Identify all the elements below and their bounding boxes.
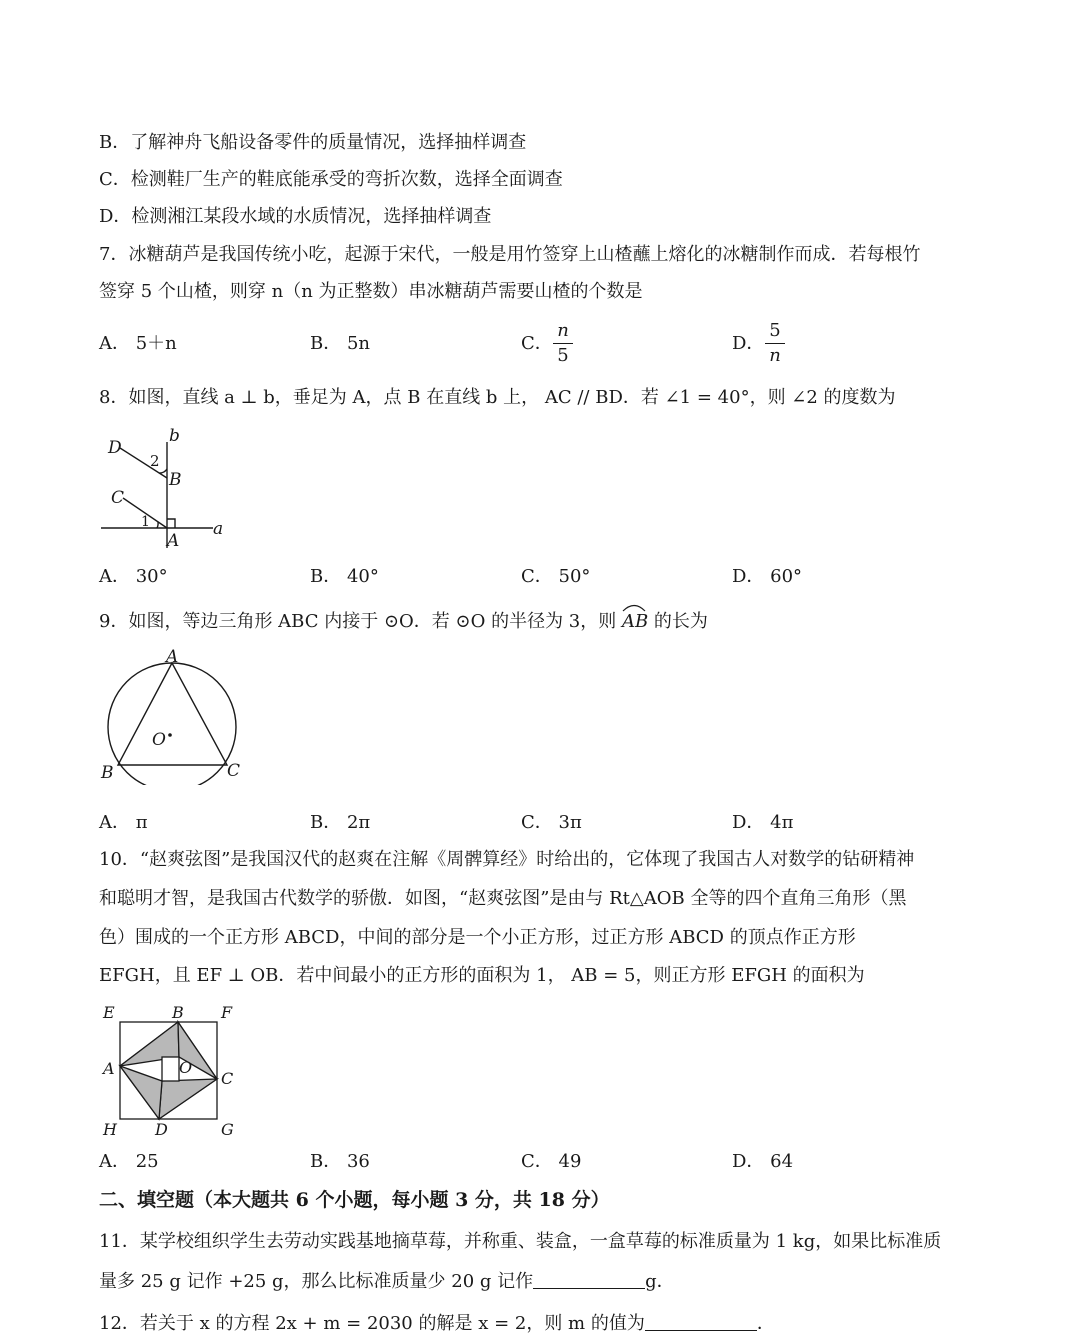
q11-answer-blank[interactable]: [533, 1270, 645, 1289]
q9-option-a: A． π: [99, 812, 148, 833]
q8-stem: 8．如图，直线 a ⊥ b，垂足为 A，点 B 在直线 b 上， AC // BD．若 ∠1 = 40°，则 ∠2 的度数为: [99, 387, 896, 408]
q10-label-e: E: [103, 1003, 115, 1022]
q6-option-c: C．检测鞋厂生产的鞋底能承受的弯折次数，选择全面调查: [99, 169, 563, 190]
q8-label-line-b: b: [169, 426, 180, 446]
q10-label-h: H: [103, 1120, 117, 1139]
q11-stem-line2: [99, 1270, 675, 1294]
q10-stem-line2: 和聪明才智，是我国古代数学的骄傲．如图，“赵爽弦图”是由与 Rt△AOB 全等的四个直角三角形（黑: [99, 888, 907, 909]
q9-stem: [99, 610, 708, 634]
q8-option-c: C． 50°: [521, 566, 591, 587]
q9-arc-ab: AB: [622, 610, 648, 634]
q10-option-c: C． 49: [521, 1151, 582, 1172]
q7-d-numerator: 5: [769, 320, 781, 341]
q9-label-b: B: [101, 763, 114, 783]
q10-stem-line1: 10．“赵爽弦图”是我国汉代的赵爽在注解《周髀算经》时给出的，它体现了我国古人对数学的钻研精神: [99, 849, 915, 870]
q8-label-b: B: [169, 470, 182, 490]
q12-stem-pre: 12．若关于 x 的方程 2x + m = 2030 的解是 x = 2，则 m 的值为: [99, 1313, 645, 1334]
q6-option-b: B．了解神舟飞船设备零件的质量情况，选择抽样调查: [99, 132, 527, 153]
q7-option-d-label: D．: [732, 333, 765, 354]
q8-option-d: D． 60°: [732, 566, 803, 587]
q9-stem-pre: 9．如图，等边三角形 ABC 内接于 ⊙O．若 ⊙O 的半径为 3，则: [99, 611, 622, 632]
q8-label-line-a: a: [213, 519, 224, 539]
q6-option-d: D．检测湘江某段水域的水质情况，选择抽样调查: [99, 206, 492, 227]
q7-option-b: B． 5n: [310, 333, 370, 354]
q11-line2-post: g．: [645, 1271, 675, 1292]
q12-stem: [99, 1312, 775, 1336]
q12-stem-post: ．: [756, 1313, 775, 1334]
q10-label-f: F: [221, 1003, 233, 1022]
q10-stem-line3: 色）围成的一个正方形 ABCD，中间的部分是一个小正方形，过正方形 ABCD 的顶点作正方形: [99, 927, 856, 948]
q7-option-a: A． 5＋n: [99, 333, 177, 354]
q10-option-b: B． 36: [310, 1151, 370, 1172]
section2-title: 二、填空题（本大题共 6 个小题，每小题 3 分，共 18 分）: [99, 1189, 610, 1211]
q7-c-numerator: n: [557, 320, 569, 341]
q10-label-c: C: [221, 1069, 234, 1088]
q7-d-denominator: n: [769, 345, 781, 366]
q8-label-angle1: 1: [141, 514, 150, 530]
q7-option-c-fraction: [553, 320, 573, 367]
q9-label-a: A: [166, 647, 179, 667]
q9-label-c: C: [227, 761, 241, 781]
q8-label-d: D: [108, 438, 122, 458]
q10-figure: [99, 1000, 249, 1140]
q8-option-b: B． 40°: [310, 566, 379, 587]
q9-figure: [97, 645, 247, 785]
q10-label-b: B: [172, 1003, 184, 1022]
q7-stem-line2: 签穿 5 个山楂，则穿 n（n 为正整数）串冰糖葫芦需要山楂的个数是: [99, 281, 643, 302]
q8-option-a: A． 30°: [99, 566, 168, 587]
q8-label-c: C: [111, 488, 125, 508]
q12-answer-blank[interactable]: [645, 1312, 757, 1331]
q7-stem-line1: 7．冰糖葫芦是我国传统小吃，起源于宋代，一般是用竹签穿上山楂蘸上熔化的冰糖制作而成．若每根竹: [99, 244, 921, 265]
q10-label-o: O: [179, 1058, 193, 1077]
q11-stem-line1: 11．某学校组织学生去劳动实践基地摘草莓，并称重、装盒，一盒草莓的标准质量为 1 kg，如果比标准质: [99, 1231, 942, 1252]
q10-label-a: A: [103, 1059, 115, 1078]
q7-option-c-label: C．: [521, 333, 553, 354]
q9-option-c: C． 3π: [521, 812, 582, 833]
q8-label-a: A: [167, 531, 180, 551]
q7-option-d-fraction: [765, 320, 785, 367]
q8-label-angle2: 2: [150, 452, 160, 470]
q10-stem-line4: EFGH，且 EF ⊥ OB．若中间最小的正方形的面积为 1， AB = 5，则正方形 EFGH 的面积为: [99, 965, 865, 986]
q9-option-b: B． 2π: [310, 812, 371, 833]
q9-label-o: O: [152, 730, 166, 750]
q10-label-d: D: [155, 1120, 168, 1139]
q8-figure: [95, 422, 235, 552]
q9-option-d: D． 4π: [732, 812, 794, 833]
q10-option-d: D． 64: [732, 1151, 794, 1172]
q9-stem-post: 的长为: [648, 611, 708, 632]
q11-line2-pre: 量多 25 g 记作 +25 g，那么比标准质量少 20 g 记作: [99, 1271, 534, 1292]
q10-option-a: A． 25: [99, 1151, 159, 1172]
q7-c-denominator: 5: [557, 345, 569, 366]
q10-label-g: G: [221, 1120, 234, 1139]
